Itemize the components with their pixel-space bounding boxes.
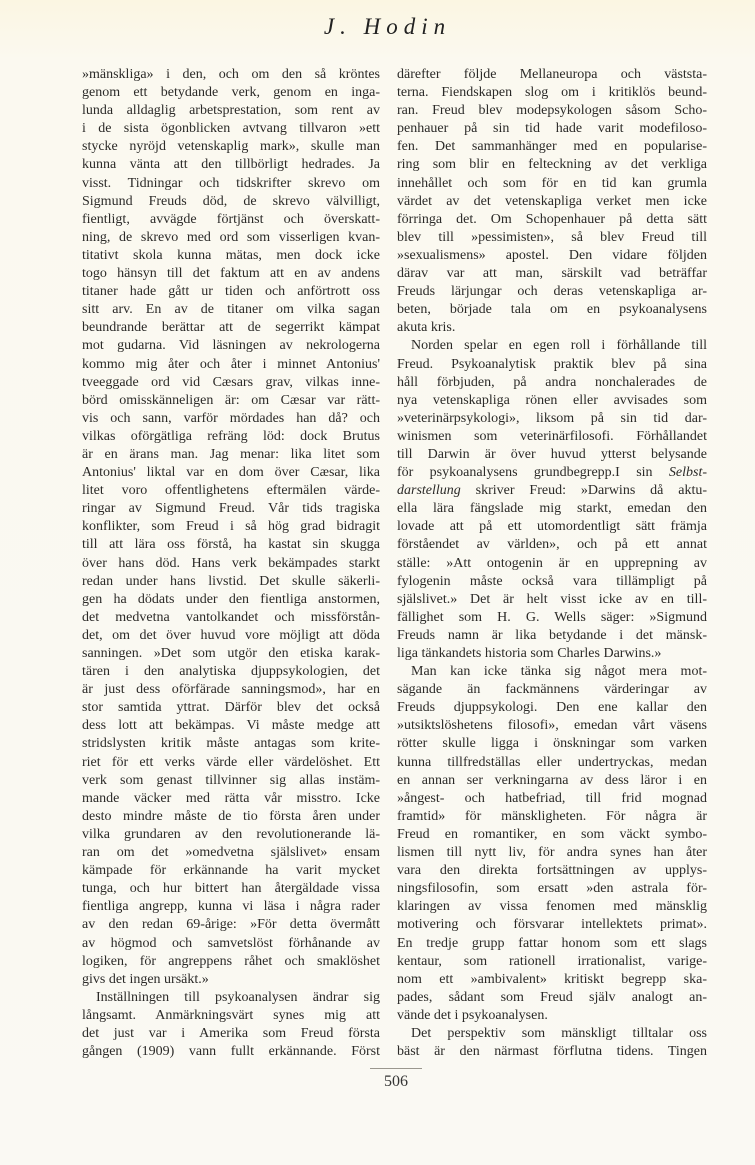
text-line <box>397 971 707 989</box>
line-text: förståendet av världen», och på ett annat <box>397 537 707 553</box>
text-line <box>397 283 707 301</box>
line-text: värdet av det vetenskapliga verket men icke <box>397 193 707 209</box>
line-text: Det perspektiv som mänskligt tilltalar oss <box>411 1025 707 1041</box>
line-text: sitt arv. En av de titaner om vilka sagan <box>82 302 380 318</box>
text-line <box>397 699 707 717</box>
italic-text: darstellung <box>397 483 461 499</box>
line-text: lovade att på ett utomordentligt sätt främja <box>397 519 707 535</box>
line-text: dess lott att bekämpas. Vi måste medge att <box>82 718 380 734</box>
line-text: beundrande berättar att de segerrikt kämpat <box>82 320 380 336</box>
line-text: nom ett »ambivalent» kritiskt begrepp ska- <box>397 971 707 987</box>
line-text: själslivet.» Det är helt visst icke av en till- <box>397 591 707 607</box>
text-line <box>82 229 380 247</box>
line-text: terna. Fiendskapen slog om i kritiklös beund- <box>397 85 707 101</box>
line-text: håll förbjuden, på andra nonchalerades de <box>397 374 707 390</box>
line-text: mot gudarna. Vid läsningen av nekrologerna <box>82 338 380 354</box>
line-text: Inställningen till psykoanalysen ändrar sig <box>96 989 380 1005</box>
text-line <box>397 84 707 102</box>
text-line <box>82 319 380 337</box>
text-line <box>82 645 380 663</box>
line-text: ringar av Sigmund Freud. Vår tids tragiska <box>82 501 380 517</box>
text-line <box>397 844 707 862</box>
line-text: fientliga angrepp, kunna vi läsa i några rader <box>82 899 380 915</box>
line-text: kunna tillfredställas eller undertryckas, medan <box>397 754 707 770</box>
line-text: fen. Det sammanhänger med en popularise- <box>397 139 707 155</box>
line-text: Freuds namn är lika betydande i det mänsk- <box>397 627 707 643</box>
text-line <box>397 772 707 790</box>
text-line <box>397 916 707 934</box>
text-line <box>82 211 380 229</box>
line-text: kommo mig åter och åter i minnet Antonius' <box>82 356 380 372</box>
line-text: ella lära fängslade mig starkt, emedan den <box>397 501 707 517</box>
line-text: riet för ett verks värde eller värdelöshet. Ett <box>82 754 380 770</box>
line-text: det medvetna vantolkandet och missförstån- <box>82 609 380 625</box>
line-text: Freuds lärjungar och deras vetenskapliga ar- <box>397 284 707 300</box>
text-line <box>82 1043 380 1061</box>
line-text: fientligt, avvägde förtjänst och överskatt- <box>82 211 380 227</box>
text-line <box>397 193 707 211</box>
text-line <box>82 971 380 989</box>
line-text: nya vetenskapliga rönen eller avvisades som <box>397 392 707 408</box>
text-line <box>82 717 380 735</box>
text-line <box>82 356 380 374</box>
text-line <box>82 953 380 971</box>
text-line <box>397 645 707 663</box>
text-line <box>82 500 380 518</box>
text-line <box>82 573 380 591</box>
line-text: av den redan 69-årige: »För detta övermått <box>82 917 380 933</box>
text-line <box>397 374 707 392</box>
line-text: Man kan icke tänka sig något mera mot- <box>411 664 707 680</box>
line-text: gången (1909) vann fullt erkännande. Först <box>82 1044 380 1060</box>
line-text: »utsiktslöshetens filosofi», emedan vårt väsens <box>397 718 707 734</box>
text-line <box>397 735 707 753</box>
text-line <box>82 790 380 808</box>
text-line <box>397 211 707 229</box>
text-line <box>397 754 707 772</box>
text-line <box>397 392 707 410</box>
line-text: »ångest- och hatbefriad, till frid mognad <box>397 790 707 806</box>
text-line <box>82 808 380 826</box>
text-line <box>82 482 380 500</box>
text-line <box>82 989 380 1007</box>
text-line <box>82 1007 380 1025</box>
text-line <box>82 772 380 790</box>
line-text: »veterinärpsykologi», liksom på sin tid dar- <box>397 410 707 426</box>
line-text: ställe: »Att ontogenin är en upprepning av <box>397 555 707 571</box>
line-text: bäst är den närmast förflutna tidens. Tingen <box>397 1044 707 1060</box>
text-line <box>397 681 707 699</box>
line-text: kunna vänta att den tillbörligt hedrades. Ja <box>82 157 380 173</box>
text-line <box>397 156 707 174</box>
text-line <box>397 265 707 283</box>
line-text: pades, sådant som Freud själv analogt an- <box>397 989 707 1005</box>
running-header-author: J. Hodin <box>323 14 452 39</box>
line-text: genom ett betydande verk, genom en inga- <box>82 85 380 101</box>
line-text: skriver Freud: »Darwins då aktu- <box>460 483 707 499</box>
text-line <box>397 410 707 428</box>
text-line <box>82 102 380 120</box>
text-line <box>397 609 707 627</box>
text-line <box>397 66 707 84</box>
line-text: är just dess oförfärade sanningsmod», har en <box>82 682 380 698</box>
text-line <box>82 138 380 156</box>
line-text: logiken, för angreppens råhet och smaklöshet <box>82 953 380 969</box>
text-line <box>82 916 380 934</box>
text-line <box>397 555 707 573</box>
line-text: titativt skola kunna mätas, men dock icke <box>82 247 380 263</box>
line-text: Sigmund Freuds död, de skrevo välvilligt, <box>82 193 380 209</box>
line-text: lunda alldaglig arbetsprestation, som rent av <box>82 103 380 119</box>
line-text: stridslysten kritik måste antagas som krite- <box>82 736 380 752</box>
text-line <box>82 536 380 554</box>
line-text: »mänskliga» i den, och om den så kröntes <box>82 67 380 82</box>
text-line <box>397 591 707 609</box>
line-text: börd omisskänneligen är: om Cæsar var rätt- <box>82 392 380 408</box>
text-line <box>82 735 380 753</box>
text-line <box>82 410 380 428</box>
line-text: Freud en romantiker, en som väckt symbo- <box>397 826 707 842</box>
line-text: vände det i psykoanalysen. <box>397 1007 548 1023</box>
text-line <box>397 627 707 645</box>
line-text: över hans död. Hans verk bekämpades starkt <box>82 555 380 571</box>
text-line <box>397 663 707 681</box>
line-text: ning, de skrevo med ord som visserligen kvan- <box>82 229 380 245</box>
line-text: litet voro offentlighetens eftermälen värde- <box>82 483 380 499</box>
line-text: mande väcker med rätta vår misstro. Icke <box>82 790 380 806</box>
line-text: därefter följde Mellaneuropa och väststa- <box>397 67 707 82</box>
line-text: lismen till nytt liv, för andra synes han åter <box>397 845 707 861</box>
line-text: sägande än fackmännens värderingar av <box>397 682 707 698</box>
text-line <box>397 573 707 591</box>
text-line <box>397 482 707 500</box>
line-text: av högmod och samvetslöst förhånande av <box>82 935 380 951</box>
text-line <box>397 337 707 355</box>
line-text: framtid» för mänskligheten. För några är <box>397 808 707 824</box>
text-line <box>397 1007 707 1025</box>
text-line <box>397 1025 707 1043</box>
text-line <box>82 609 380 627</box>
text-line <box>82 392 380 410</box>
text-line <box>397 356 707 374</box>
text-line <box>82 301 380 319</box>
text-line <box>397 862 707 880</box>
left-text-column <box>82 66 380 1061</box>
text-line <box>397 790 707 808</box>
line-text: därav var att man, särskilt vad beträffar <box>397 266 707 282</box>
line-text: ran om det »omedvetna själslivet» ensam <box>82 845 380 861</box>
line-text: till att lära oss förstå, ha kastat sin skugga <box>82 537 380 553</box>
text-line <box>397 120 707 138</box>
text-line <box>82 193 380 211</box>
line-text: beten, började tala om en psykoanalysens <box>397 302 707 318</box>
line-text: vilka grundaren av den revolutionerande lä- <box>82 826 380 842</box>
line-text: för psykoanalysens grundbegrepp.I sin <box>397 465 669 481</box>
line-text: Antonius' liktal var en dom över Cæsar, lika <box>82 465 380 481</box>
line-text: redan under hans livstid. Det skulle säkerli- <box>82 573 380 589</box>
text-line <box>82 337 380 355</box>
line-text: visst. Tidningar och tidskrifter skrevo om <box>82 175 380 191</box>
text-line <box>82 156 380 174</box>
line-text: stor samtida yttrat. Därför blev det också <box>82 700 380 716</box>
line-text: en annan ser verkningarna av dess läror i en <box>397 772 707 788</box>
text-line <box>82 247 380 265</box>
text-line <box>82 428 380 446</box>
text-line <box>82 898 380 916</box>
line-text: desto mindre måste de tio första åren under <box>82 808 380 824</box>
text-line <box>82 175 380 193</box>
text-line <box>397 138 707 156</box>
text-line <box>397 935 707 953</box>
line-text: blev till »pessimisten», så blev Freud till <box>397 229 707 245</box>
text-line <box>82 591 380 609</box>
line-text: klaringen av vissa fenomen med mänsklig <box>397 899 707 915</box>
right-text-column <box>397 66 707 1061</box>
text-line <box>397 102 707 120</box>
text-line <box>397 446 707 464</box>
text-line <box>82 66 380 84</box>
text-line <box>82 754 380 772</box>
text-line <box>82 663 380 681</box>
line-text: verk som genast tillvinner sig allas instäm- <box>82 772 380 788</box>
line-text: »sexualismens» apostel. Den vidare följden <box>397 247 707 263</box>
text-line <box>397 500 707 518</box>
text-line <box>82 446 380 464</box>
line-text: konflikter, som Freud i så hög grad bidragit <box>82 519 380 535</box>
line-text: titaner hade gått ur tiden och anförtrott oss <box>82 284 380 300</box>
line-text: det, om det över huvud vore möjligt att döda <box>82 627 380 643</box>
italic-text: Selbst- <box>668 465 707 481</box>
line-text: till Darwin är över huvud ytterst belysande <box>397 446 707 462</box>
text-line <box>82 1025 380 1043</box>
text-line <box>82 880 380 898</box>
text-line <box>82 935 380 953</box>
text-line <box>82 627 380 645</box>
line-text: fällighet som H. G. Wells säger: »Sigmund <box>397 609 707 625</box>
text-line <box>397 319 707 337</box>
line-text: vara den direkta fortsättningen av upplys- <box>397 863 707 879</box>
line-text: ran. Freud blev modepsykologen såsom Scho- <box>397 103 707 119</box>
line-text: rötter skulle ligga i önskningar som varken <box>397 736 707 752</box>
line-text: ring som blir en felteckning av det verkliga <box>397 157 707 173</box>
line-text: En tredje grupp fattar honom som ett slags <box>397 935 707 951</box>
text-line <box>82 265 380 283</box>
line-text: kämpade för erkännande ha varit mycket <box>82 863 380 879</box>
line-text: är en ärans man. Jag menar: lika litet som <box>82 446 380 462</box>
line-text: tären i den analytiska djuppsykologien, det <box>82 664 380 680</box>
text-line <box>397 428 707 446</box>
line-text: stycke nyröjd vetenskaplig mark», skulle man <box>82 139 380 155</box>
line-text: vis och sann, varför mördades han då? och <box>82 410 380 426</box>
line-text: Freuds djuppsykologi. Den ene kallar den <box>397 700 707 716</box>
line-text: gen ha dödats under den fientliga anstormen, <box>82 591 380 607</box>
text-line <box>82 464 380 482</box>
text-line <box>397 808 707 826</box>
line-text: togo hänsyn till det faktum att en av andens <box>82 266 380 282</box>
text-line <box>397 1043 707 1061</box>
text-line <box>82 699 380 717</box>
text-line <box>397 175 707 193</box>
line-text: innehållet och som för en tid kan grumla <box>397 175 707 191</box>
text-line <box>82 681 380 699</box>
text-line <box>82 120 380 138</box>
line-text: winismen som veterinärfilosofi. Förhållandet <box>397 428 707 444</box>
line-text: tunga, och hur bittert han återgäldade vissa <box>82 881 380 897</box>
line-text: ningsfilosofin, som ersatt »den astrala för- <box>397 881 707 897</box>
text-line <box>82 84 380 102</box>
text-line <box>397 536 707 554</box>
line-text: penhauer på sin tid hade varit modefiloso- <box>397 121 707 137</box>
text-line <box>397 898 707 916</box>
text-line <box>397 717 707 735</box>
text-line <box>397 953 707 971</box>
page-number: 506 <box>370 1068 422 1091</box>
line-text: motivering och försvarar intellektets primat». <box>397 917 707 933</box>
text-line <box>397 464 707 482</box>
line-text: givs det ingen ursäkt.» <box>82 971 209 987</box>
line-text: akuta kris. <box>397 320 456 336</box>
line-text: långsamt. Anmärkningsvärt synes mig att <box>82 1007 380 1023</box>
text-line <box>397 229 707 247</box>
line-text: förringa det. Om Schopenhauer på detta sätt <box>397 211 707 227</box>
line-text: tveeggade ord vid Cæsars grav, vilkas inne- <box>82 374 380 390</box>
line-text: liga tänkandets historia som Charles Darwins.» <box>397 646 662 661</box>
line-text: Norden spelar en egen roll i förhållande till <box>411 338 707 354</box>
line-text: sanningen. »Det som utgör den etiska karak- <box>82 646 380 661</box>
line-text: Freud. Psykoanalytisk praktik blev på sina <box>397 356 707 372</box>
text-line <box>397 826 707 844</box>
text-line <box>82 862 380 880</box>
text-line <box>82 374 380 392</box>
text-line <box>397 880 707 898</box>
line-text: i de sista ögonblicken avtvang tillvaron »ett <box>82 121 380 137</box>
text-line <box>397 518 707 536</box>
text-line <box>82 844 380 862</box>
text-line <box>82 518 380 536</box>
line-text: kentaur, som rationell irrationalist, varige- <box>397 953 707 969</box>
text-line <box>82 555 380 573</box>
text-line <box>397 989 707 1007</box>
text-line <box>397 301 707 319</box>
line-text: fylogenin måste också vara tillämpligt på <box>397 573 707 589</box>
line-text: vilkas oförgätliga refräng löd: dock Brutus <box>82 428 380 444</box>
text-line <box>82 826 380 844</box>
line-text: det just var i Amerika som Freud första <box>82 1025 380 1041</box>
text-line <box>397 247 707 265</box>
text-line <box>82 283 380 301</box>
